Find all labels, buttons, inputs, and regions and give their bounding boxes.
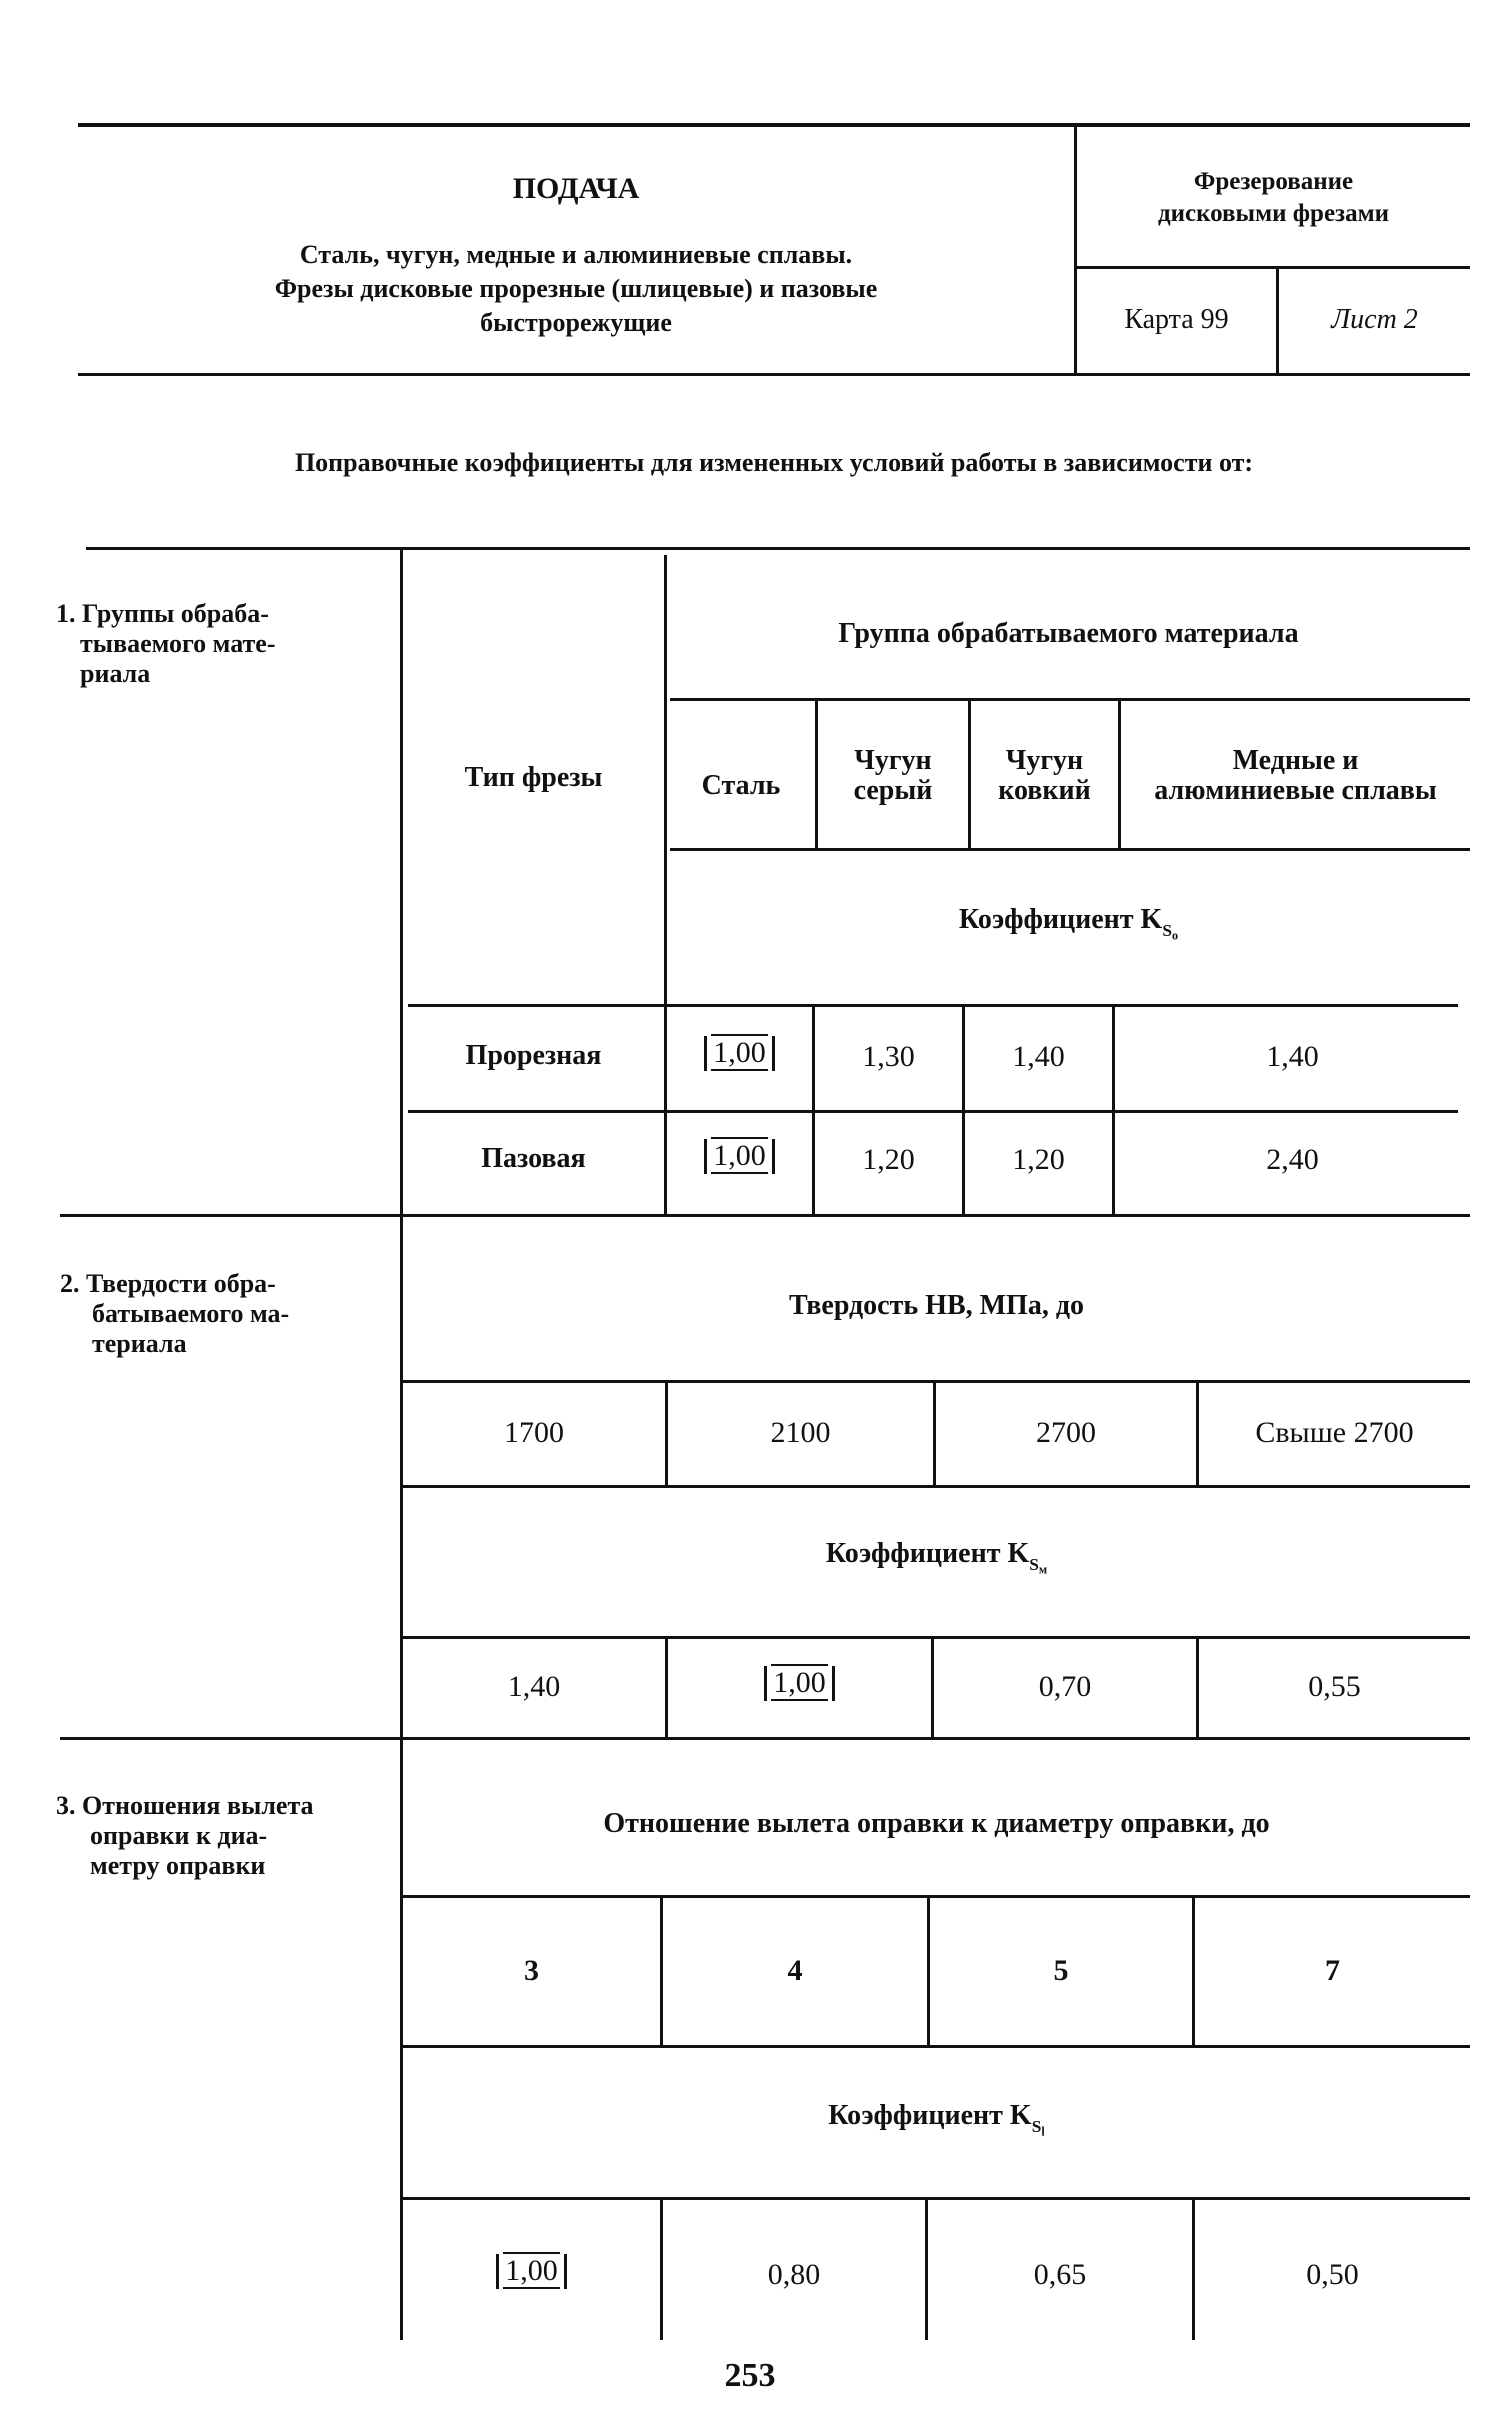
top-rule — [78, 123, 1470, 127]
hardness-columns-rule — [403, 1485, 1470, 1488]
row-rule-2 — [408, 1110, 1458, 1113]
row-col-divider-3 — [1112, 1004, 1115, 1214]
section-1-label-1: 1. Группы обраба- — [56, 599, 269, 628]
section-2-label-2: батываемого ма- — [92, 1299, 290, 1328]
row-1-value-2: 1,30 — [862, 1040, 915, 1073]
overhang-col-2: 4 — [787, 1954, 803, 1987]
header-bottom-rule — [78, 373, 1470, 376]
intro-text: Поправочные коэффициенты для измененных условий работы в зависимости от: — [294, 448, 1254, 477]
row-col-divider-2 — [962, 1004, 965, 1214]
row-1-value-1: 1,00 — [667, 1036, 812, 1071]
section-1-type-divider — [664, 555, 667, 1217]
overhang-col-3: 5 — [1053, 1954, 1069, 1987]
section-3-label-2: оправки к диа- — [90, 1821, 268, 1850]
section-2-label-1: 2. Твердости обра- — [60, 1269, 276, 1298]
overhang-col-1: 3 — [524, 1954, 539, 1987]
group-header-rule — [670, 698, 1470, 701]
page-number: 253 — [724, 2357, 776, 2394]
hardness-value-4: 0,55 — [1308, 1670, 1361, 1703]
overhang-value-2: 0,80 — [767, 2258, 821, 2291]
hardness-col-3: 2700 — [1036, 1416, 1096, 1449]
section-1-top-rule — [86, 547, 1470, 550]
overhang-col-4: 7 — [1325, 1954, 1340, 1987]
hardness-value-3: 0,70 — [1038, 1670, 1092, 1703]
overhang-coef-rule — [403, 2197, 1470, 2200]
hardness-col-1: 1700 — [504, 1416, 564, 1449]
subtitle-line-2: Фрезы дисковые прорезные (шлицевые) и пазовые — [274, 274, 878, 303]
row-2-value-1: 1,00 — [667, 1139, 812, 1174]
col-copper-2: алюминиевые сплавы — [1154, 775, 1437, 806]
overhang-value-3: 0,65 — [1033, 2258, 1087, 2291]
section-3-label-1: 3. Отношения вылета — [56, 1791, 314, 1820]
row-rule-1 — [408, 1004, 1458, 1007]
row-type-slotting: Прорезная — [465, 1040, 602, 1071]
section-2-bottom-rule — [60, 1737, 1470, 1740]
hardness-value-1: 1,40 — [507, 1670, 561, 1703]
col-gray-iron-2: серый — [853, 775, 933, 806]
row-2-value-2: 1,20 — [862, 1143, 915, 1176]
coef-label-ks0: Коэффициент $K_{S_о}$ — [958, 904, 1179, 943]
hardness-col-4: Свыше 2700 — [1255, 1416, 1414, 1449]
overhang-header: Отношение вылета оправки к диаметру оправки, до — [603, 1808, 1270, 1839]
coef-label-ksm: Коэффициент $K_{S_м}$ — [825, 1538, 1048, 1577]
overhang-value-4: 0,50 — [1306, 2258, 1359, 2291]
section-1-bottom-rule — [60, 1214, 1470, 1217]
row-1-value-3: 1,40 — [1012, 1040, 1065, 1073]
mill-type-header: Тип фрезы — [464, 762, 603, 793]
row-1-value-4: 1,40 — [1266, 1040, 1319, 1073]
columns-bottom-rule — [670, 848, 1470, 851]
row-col-divider-1 — [812, 1004, 815, 1214]
overhang-value-1: 1,00 — [403, 2254, 660, 2289]
section-1-label-2: тываемого мате- — [80, 629, 276, 658]
row-2-value-4: 2,40 — [1266, 1143, 1319, 1176]
section-2-label-3: териала — [92, 1329, 187, 1358]
card-number: Карта 99 — [1124, 304, 1229, 335]
subtitle-line-3: быстрорежущие — [480, 308, 672, 337]
col-malleable-iron-2: ковкий — [998, 775, 1091, 806]
hardness-header: Твердость НВ, МПа, до — [788, 1290, 1084, 1321]
page-title: ПОДАЧА — [512, 172, 640, 205]
col-steel: Сталь — [701, 770, 781, 801]
hardness-header-rule — [403, 1380, 1470, 1383]
hardness-value-2: 1,00 — [668, 1666, 931, 1701]
hardness-coef-rule — [403, 1636, 1470, 1639]
material-group-header: Группа обрабатываемого материала — [838, 618, 1299, 649]
sheet-number: Лист 2 — [1331, 304, 1418, 335]
col-gray-iron-1: Чугун — [854, 745, 932, 776]
section-1-label-3: риала — [80, 659, 151, 688]
operation-line-2: дисковыми фрезами — [1157, 200, 1390, 227]
header-right-divider — [1074, 266, 1470, 269]
overhang-header-rule — [403, 1895, 1470, 1898]
section-1-left-divider — [400, 547, 403, 1217]
overhang-columns-rule — [403, 2045, 1470, 2048]
row-2-value-3: 1,20 — [1012, 1143, 1065, 1176]
row-type-keyway: Пазовая — [481, 1143, 586, 1174]
subtitle-line-1: Сталь, чугун, медные и алюминиевые сплавы. — [299, 240, 853, 269]
coef-label-ksl: Коэффициент $K_{S_l}$ — [828, 2100, 1045, 2139]
col-copper-1: Медные и — [1232, 745, 1359, 776]
col-malleable-iron-1: Чугун — [1005, 745, 1084, 776]
operation-line-1: Фрезерование — [1193, 168, 1354, 195]
hardness-col-2: 2100 — [770, 1416, 831, 1449]
section-3-label-3: метру оправки — [90, 1851, 266, 1880]
